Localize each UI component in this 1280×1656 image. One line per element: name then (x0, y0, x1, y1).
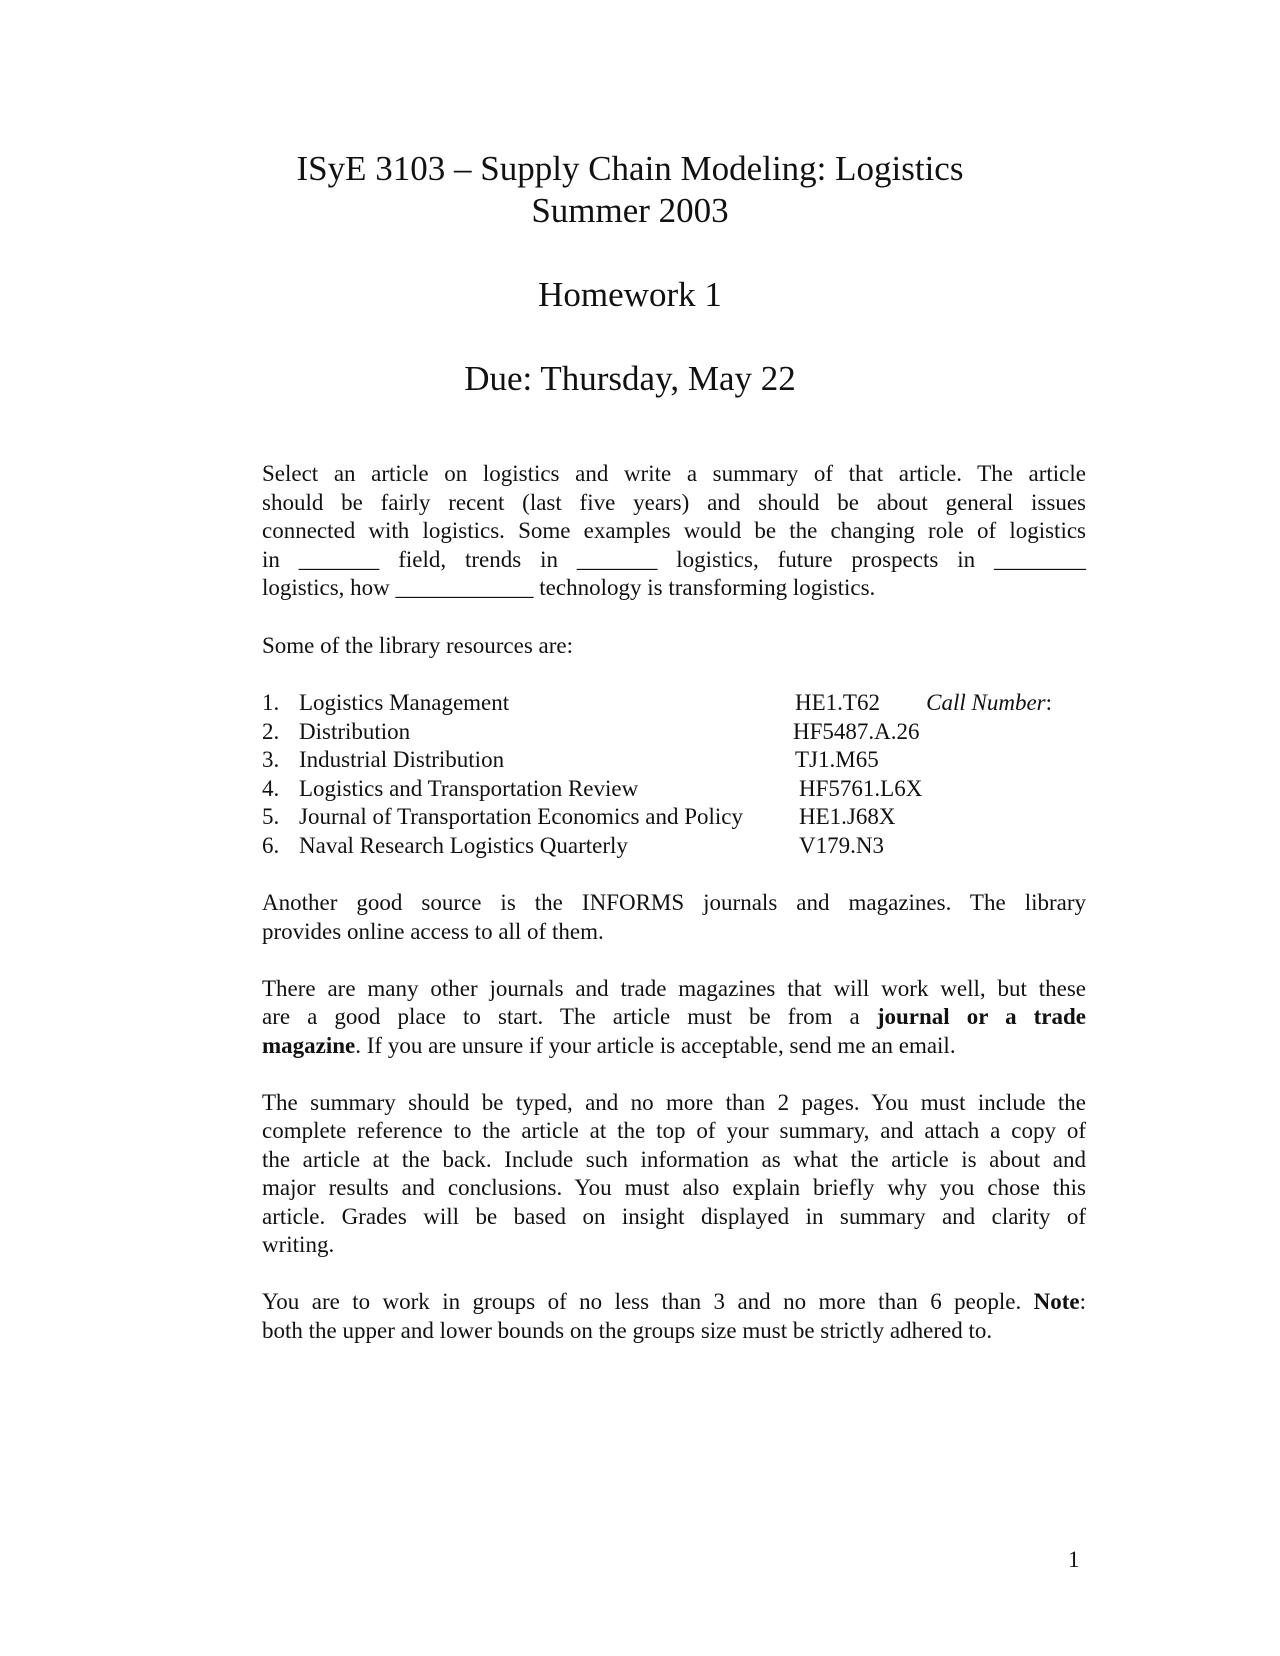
resource-item (262, 718, 1162, 746)
call-number: TJ1.M65 (795, 747, 879, 772)
resource-item (262, 775, 1162, 803)
resource-name: Journal of Transportation Economics and Policy (299, 804, 743, 829)
informs-line-1: Another good source is the INFORMS journals and magazines. The library (262, 890, 1086, 915)
resource-item (262, 746, 1162, 774)
intro-line-1: Select an article on logistics and write a summary of that article. The article (262, 461, 1086, 486)
summary-line-4: major results and conclusions. You must also explain briefly why you chose this (262, 1175, 1086, 1200)
resource-name: Naval Research Logistics Quarterly (299, 833, 628, 858)
intro-line-3: connected with logistics. Some examples would be the changing role of logistics (262, 518, 1086, 543)
resource-name: Logistics Management (299, 690, 510, 715)
emphasis-magazine: magazine (262, 1033, 356, 1058)
emphasis-journal: journal or a trade (876, 1004, 1086, 1029)
call-number: HF5487.A.26 (793, 719, 920, 744)
course-title: ISyE 3103 – Supply Chain Modeling: Logistics (296, 149, 964, 188)
call-number-label: Call Number: (926, 690, 1052, 715)
resource-name: Distribution (299, 719, 411, 744)
resource-number: 5. (262, 804, 280, 829)
call-number: V179.N3 (799, 833, 884, 858)
resource-item (262, 803, 1162, 831)
resource-number: 2. (262, 719, 280, 744)
summary-line-3: the article at the back. Include such information as what the article is about and (262, 1147, 1086, 1172)
groups-line-1: You are to work in groups of no less than 3 and no more than 6 people. Note: (262, 1289, 1086, 1314)
summary-line-1: The summary should be typed, and no more than 2 pages. You must include the (262, 1090, 1086, 1115)
resource-number: 3. (262, 747, 280, 772)
intro-line-2: should be fairly recent (last five years) and should be about general issues (262, 490, 1086, 515)
note-label: Note (1033, 1289, 1080, 1314)
summary-line-6: writing. (262, 1232, 335, 1257)
groups-line-2: both the upper and lower bounds on the groups size must be strictly adhered to. (262, 1318, 993, 1343)
sources-line-3: magazine. If you are unsure if your article is acceptable, send me an email. (262, 1033, 956, 1058)
resource-item (262, 689, 1162, 717)
summary-line-2: complete reference to the article at the top of your summary, and attach a copy of (262, 1118, 1086, 1143)
resource-number: 6. (262, 833, 280, 858)
informs-line-2: provides online access to all of them. (262, 919, 604, 944)
resources-intro: Some of the library resources are: (262, 633, 574, 658)
resource-item (262, 832, 1162, 860)
sources-line-1: There are many other journals and trade magazines that will work well, but these (262, 976, 1086, 1001)
summary-line-5: article. Grades will be based on insight displayed in summary and clarity of (262, 1204, 1086, 1229)
due-date: Due: Thursday, May 22 (464, 359, 796, 398)
call-number: HE1.T62 (795, 690, 880, 715)
page-number: 1 (1068, 1547, 1080, 1572)
resource-number: 4. (262, 776, 280, 801)
resource-name: Logistics and Transportation Review (299, 776, 639, 801)
resource-number: 1. (262, 690, 280, 715)
term: Summer 2003 (531, 191, 729, 230)
call-number: HE1.J68X (799, 804, 896, 829)
intro-line-5: logistics, how ____________ technology is transforming logistics. (262, 575, 876, 600)
call-number: HF5761.L6X (799, 776, 923, 801)
assignment-title: Homework 1 (538, 275, 722, 314)
sources-line-2: are a good place to start. The article must be from a journal or a trade (262, 1004, 1086, 1029)
resource-name: Industrial Distribution (299, 747, 505, 772)
intro-line-4: in _______ field, trends in _______ logistics, future prospects in ________ (262, 547, 1086, 572)
